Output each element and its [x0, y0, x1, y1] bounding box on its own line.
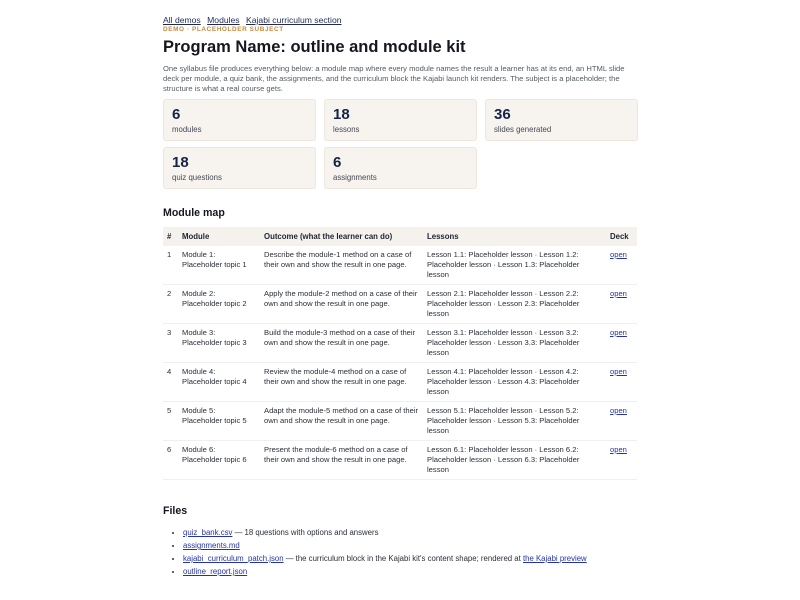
- table-row: [163, 363, 637, 402]
- cell-outcome: Review the module-4 method on a case of their own and show the result in one page.: [264, 367, 407, 386]
- cell-deck: [606, 441, 637, 480]
- page-intro: One syllabus file produces everything below: a module map where every module names the result a learner has at its end, an HTML slide deck per module, a quiz bank, the assignments, and the curriculum block the Kajabi launch kit renders. The subject is a placeholder; the structure is what a real course gets.: [163, 64, 625, 93]
- col-header-deck: Deck: [610, 232, 629, 241]
- deck-open-link[interactable]: open: [610, 445, 627, 454]
- file-link-outline-report[interactable]: outline_report.json: [183, 567, 248, 576]
- table-row: [163, 324, 637, 363]
- file-link-quiz-bank[interactable]: quiz_bank.csv: [183, 528, 233, 537]
- col-header-outcome: Outcome (what the learner can do): [264, 232, 393, 241]
- cell-lessons: Lesson 3.1: Placeholder lesson · Lesson 3.2: Placeholder lesson · Lesson 3.3: Placeholder lesson: [427, 328, 580, 357]
- stat-card-assignments: [324, 147, 477, 189]
- deck-open-link[interactable]: open: [610, 367, 627, 376]
- module-map-heading: Module map: [163, 207, 225, 219]
- stat-value: 18: [172, 154, 189, 171]
- cell-num: 6: [167, 445, 172, 454]
- cell-lessons: Lesson 1.1: Placeholder lesson · Lesson 1.2: Placeholder lesson · Lesson 1.3: Placeholder lesson: [427, 250, 580, 279]
- cell-deck: [606, 246, 637, 285]
- stat-card-modules: [163, 99, 316, 141]
- list-item: [183, 552, 637, 565]
- col-header-num: #: [167, 232, 172, 241]
- cell-outcome: Adapt the module-5 method on a case of their own and show the result in one page.: [264, 406, 419, 425]
- cell-lessons: Lesson 5.1: Placeholder lesson · Lesson 5.2: Placeholder lesson · Lesson 5.3: Placeholder lesson: [427, 406, 580, 435]
- table-row: [163, 402, 637, 441]
- kajabi-preview-link[interactable]: the Kajabi preview: [522, 554, 587, 563]
- deck-open-link[interactable]: open: [610, 289, 627, 298]
- cell-deck: [606, 324, 637, 363]
- stats-grid: [163, 99, 637, 189]
- table-header-row: [163, 227, 637, 246]
- col-header-module: Module: [182, 232, 210, 241]
- file-link-assignments[interactable]: assignments.md: [183, 541, 240, 550]
- stat-label: assignments: [333, 173, 377, 182]
- stat-card-quiz: [163, 147, 316, 189]
- file-description: — 18 questions with options and answers: [232, 528, 379, 537]
- nav-link-modules[interactable]: Modules: [207, 15, 240, 25]
- eyebrow-label: DEMO · PLACEHOLDER SUBJECT: [163, 26, 284, 33]
- col-header-lessons: Lessons: [427, 232, 459, 241]
- cell-module: Module 1: Placeholder topic 1: [182, 250, 247, 269]
- cell-lessons: Lesson 4.1: Placeholder lesson · Lesson 4.2: Placeholder lesson · Lesson 4.3: Placeholder lesson: [427, 367, 580, 396]
- cell-outcome: Build the module-3 method on a case of their own and show the result in one page.: [264, 328, 416, 347]
- stat-card-lessons: [324, 99, 477, 141]
- stat-label: slides generated: [494, 125, 552, 134]
- cell-num: 5: [167, 406, 172, 415]
- list-item: [183, 526, 637, 539]
- list-item: [183, 539, 637, 552]
- stat-label: quiz questions: [172, 173, 222, 182]
- cell-module: Module 4: Placeholder topic 4: [182, 367, 247, 386]
- nav-link-all-demos[interactable]: All demos: [163, 15, 201, 25]
- table-row: [163, 441, 637, 480]
- module-map-table: [163, 227, 637, 480]
- files-heading: Files: [163, 505, 188, 517]
- page-title: Program Name: outline and module kit: [163, 38, 466, 56]
- deck-open-link[interactable]: open: [610, 250, 627, 259]
- cell-outcome: Present the module-6 method on a case of their own and show the result in one page.: [264, 445, 408, 464]
- stat-label: modules: [172, 125, 202, 134]
- cell-module: Module 6: Placeholder topic 6: [182, 445, 247, 464]
- cell-outcome: Apply the module-2 method on a case of their own and show the result in one page.: [264, 289, 418, 308]
- file-link-kajabi-patch[interactable]: kajabi_curriculum_patch.json: [183, 554, 284, 563]
- cell-deck: [606, 402, 637, 441]
- stat-label: lessons: [333, 125, 360, 134]
- stat-card-slides: [485, 99, 638, 141]
- cell-deck: [606, 363, 637, 402]
- stat-value: 18: [333, 106, 350, 123]
- list-item: [183, 565, 637, 578]
- cell-deck: [606, 285, 637, 324]
- table-row: [163, 285, 637, 324]
- cell-num: 4: [167, 367, 172, 376]
- stat-value: 36: [494, 106, 511, 123]
- cell-lessons: Lesson 2.1: Placeholder lesson · Lesson 2.2: Placeholder lesson · Lesson 2.3: Placeholder lesson: [427, 289, 580, 318]
- cell-num: 3: [167, 328, 172, 337]
- cell-num: 1: [167, 250, 172, 259]
- cell-outcome: Describe the module-1 method on a case of their own and show the result in one page.: [264, 250, 412, 269]
- cell-module: Module 5: Placeholder topic 5: [182, 406, 247, 425]
- file-description: — the curriculum block in the Kajabi kit's content shape; rendered at: [283, 554, 523, 563]
- cell-num: 2: [167, 289, 172, 298]
- cell-module: Module 3: Placeholder topic 3: [182, 328, 247, 347]
- stat-value: 6: [172, 106, 181, 123]
- breadcrumb-nav: [163, 15, 637, 26]
- files-list: [163, 526, 637, 578]
- nav-link-kajabi-curriculum[interactable]: Kajabi curriculum section: [246, 15, 342, 25]
- cell-module: Module 2: Placeholder topic 2: [182, 289, 247, 308]
- deck-open-link[interactable]: open: [610, 328, 627, 337]
- cell-lessons: Lesson 6.1: Placeholder lesson · Lesson 6.2: Placeholder lesson · Lesson 6.3: Placeholder lesson: [427, 445, 580, 474]
- stat-value: 6: [333, 154, 342, 171]
- table-row: [163, 246, 637, 285]
- page: [163, 15, 637, 578]
- deck-open-link[interactable]: open: [610, 406, 627, 415]
